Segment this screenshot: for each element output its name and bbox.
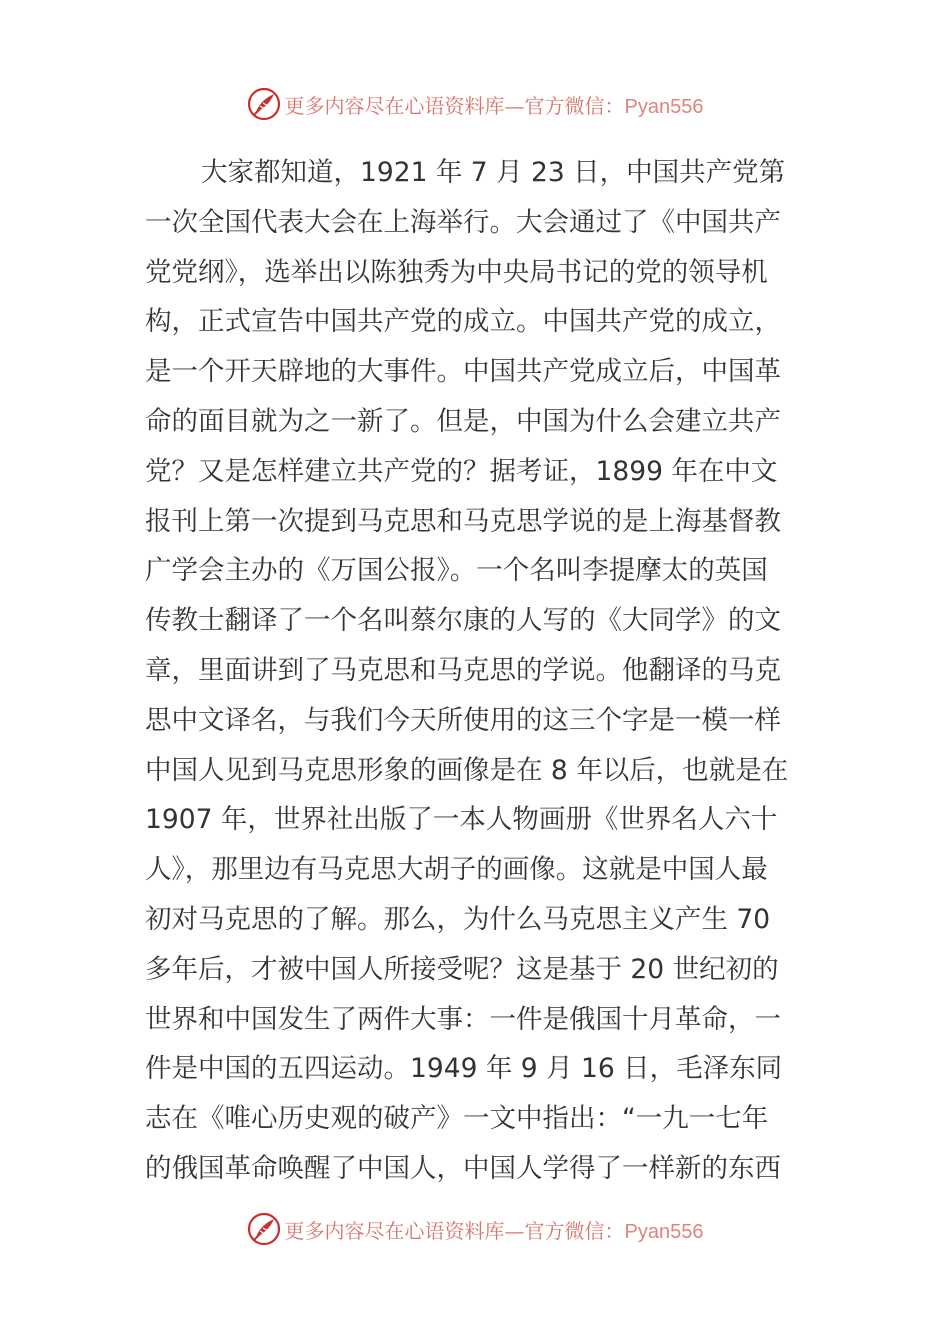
text-line: 党？又是怎样建立共产党的？据考证，1899 年在中文 xyxy=(145,455,778,487)
header-banner xyxy=(0,84,950,124)
banner-text xyxy=(285,90,704,119)
feather-pen-logo-icon xyxy=(247,87,281,121)
text-line: 1907 年，世界社出版了一本人物画册《世界名人六十 xyxy=(145,804,778,836)
text-line: 是一个开天辟地的大事件。中国共产党成立后，中国革 xyxy=(145,356,781,388)
banner-slogan: 更多内容尽在心语资料库—官方微信： xyxy=(284,93,625,118)
text-line: 中国人见到马克思形象的画像是在 8 年以后，也就是在 xyxy=(145,754,789,786)
text-line: 报刊上第一次提到马克思和马克思学说的是上海基督教 xyxy=(145,505,781,537)
text-line: 命的面目就为之一新了。但是，中国为什么会建立共产 xyxy=(145,405,781,437)
text-line: 广学会主办的《万国公报》。一个名叫李提摩太的英国 xyxy=(145,555,768,587)
banner-slogan: 更多内容尽在心语资料库—官方微信： xyxy=(284,1218,625,1243)
text-line: 思中文译名，与我们今天所使用的这三个字是一模一样 xyxy=(145,704,781,736)
text-line: 志在《唯心历史观的破产》一文中指出：“一九一七年 xyxy=(145,1103,769,1135)
text-line: 人》，那里边有马克思大胡子的画像。这就是中国人最 xyxy=(145,854,768,886)
text-line: 世界和中国发生了两件大事：一件是俄国十月革命，一 xyxy=(145,1003,781,1035)
text-line: 章，里面讲到了马克思和马克思的学说。他翻译的马克 xyxy=(145,654,781,686)
wechat-id: Pyan556 xyxy=(624,1220,704,1243)
banner-text xyxy=(285,1215,704,1244)
text-line: 一次全国代表大会在上海举行。大会通过了《中国共产 xyxy=(145,206,781,238)
article-body xyxy=(145,148,809,1194)
feather-pen-logo-icon xyxy=(247,1212,281,1246)
text-line: 大家都知道，1921 年 7 月 23 日，中国共产党第 xyxy=(201,157,786,188)
wechat-id: Pyan556 xyxy=(624,95,704,118)
text-line: 的俄国革命唤醒了中国人，中国人学得了一样新的东西 xyxy=(145,1152,781,1184)
text-line: 件是中国的五四运动。1949 年 9 月 16 日，毛泽东同 xyxy=(145,1053,783,1085)
text-line: 党党纲》，选举出以陈独秀为中央局书记的党的领导机 xyxy=(145,256,768,288)
text-line: 构，正式宣告中国共产党的成立。中国共产党的成立， xyxy=(145,306,781,338)
text-line: 多年后，才被中国人所接受呢？这是基于 20 世纪初的 xyxy=(145,953,779,985)
text-line: 传教士翻译了一个名叫蔡尔康的人写的《大同学》的文 xyxy=(145,605,781,637)
text-line: 初对马克思的了解。那么，为什么马克思主义产生 70 xyxy=(145,903,771,935)
footer-banner xyxy=(0,1209,950,1249)
